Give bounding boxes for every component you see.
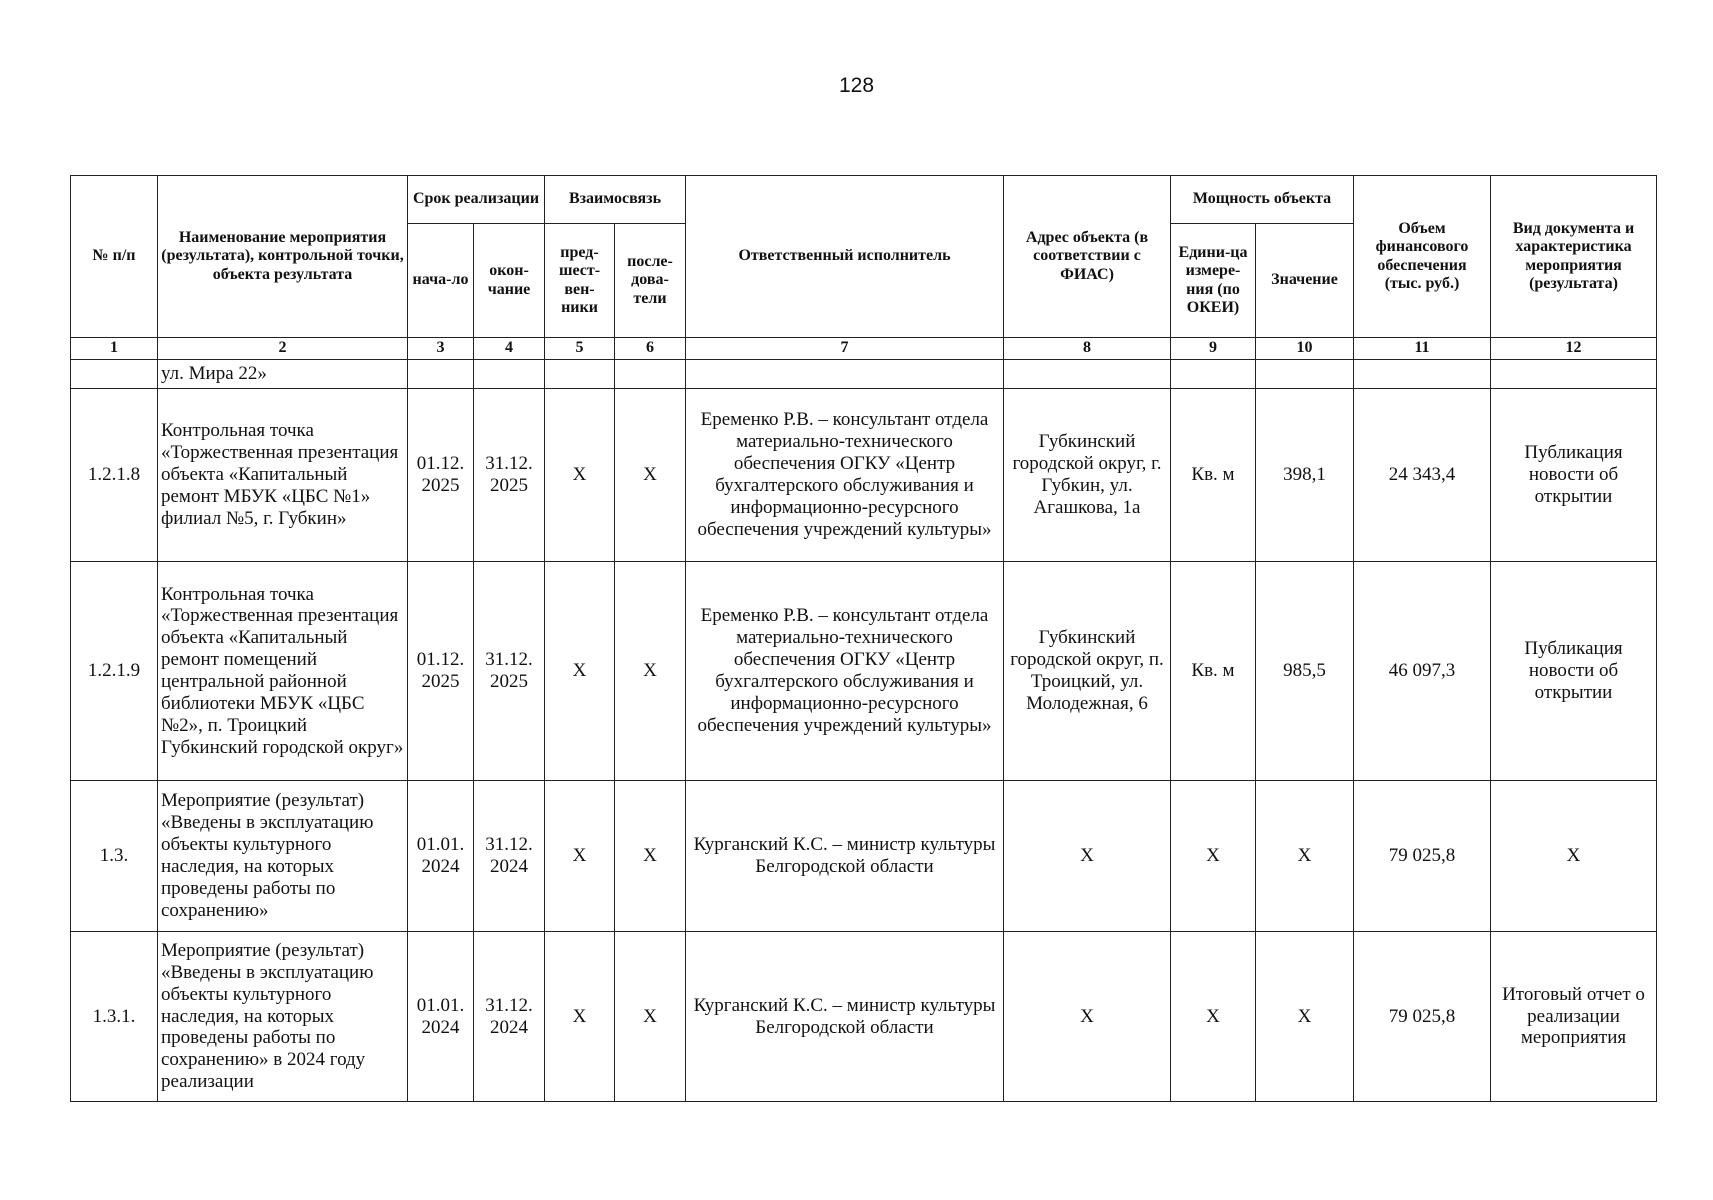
cell-end: 31.12. 2025 — [474, 562, 545, 781]
cell-pred: X — [545, 932, 615, 1102]
cell-no: 1.2.1.9 — [71, 562, 158, 781]
cell-value — [1256, 360, 1354, 389]
header-address: Адрес объекта (в соответствии с ФИАС) — [1004, 176, 1171, 338]
cell-pred: X — [545, 389, 615, 562]
cell-succ — [615, 360, 686, 389]
cell-doc: Публикация новости об открытии — [1491, 389, 1657, 562]
cell-start — [408, 360, 474, 389]
page-number: 128 — [838, 74, 875, 97]
cell-address — [1004, 360, 1171, 389]
cell-name: ул. Мира 22» — [158, 360, 408, 389]
cell-doc: Публикация новости об открытии — [1491, 562, 1657, 781]
header-responsible: Ответственный исполнитель — [686, 176, 1004, 338]
cell-unit: Кв. м — [1171, 562, 1256, 781]
column-number: 12 — [1491, 338, 1657, 360]
cell-doc: X — [1491, 781, 1657, 932]
cell-pred — [545, 360, 615, 389]
cell-responsible: Курганский К.С. – министр культуры Белгородской области — [686, 932, 1004, 1102]
cell-pred: X — [545, 781, 615, 932]
column-number: 10 — [1256, 338, 1354, 360]
column-number: 6 — [615, 338, 686, 360]
column-number: 5 — [545, 338, 615, 360]
cell-end: 31.12. 2025 — [474, 389, 545, 562]
cell-value: 985,5 — [1256, 562, 1354, 781]
cell-finance: 46 097,3 — [1354, 562, 1491, 781]
column-number: 4 — [474, 338, 545, 360]
cell-end: 31.12. 2024 — [474, 781, 545, 932]
header-name: Наименование мероприятия (результата), контрольной точки, объекта результата — [158, 176, 408, 338]
cell-start: 01.12. 2025 — [408, 389, 474, 562]
cell-unit: Кв. м — [1171, 389, 1256, 562]
cell-responsible: Курганский К.С. – министр культуры Белгородской области — [686, 781, 1004, 932]
header-value: Значение — [1256, 224, 1354, 338]
cell-succ: X — [615, 781, 686, 932]
cell-value: X — [1256, 932, 1354, 1102]
header-row-1 — [71, 176, 1657, 224]
column-number-row — [71, 338, 1657, 360]
cell-no: 1.3. — [71, 781, 158, 932]
table-row — [71, 562, 1657, 781]
header-unit: Едини-ца измере-ния (по ОКЕИ) — [1171, 224, 1256, 338]
cell-responsible: Еременко Р.В. – консультант отдела материально-технического обеспечения ОГКУ «Центр бухгалтерского обслуживания и информационно-ресурсного обеспечения учреждений культуры» — [686, 562, 1004, 781]
cell-unit: X — [1171, 781, 1256, 932]
header-link-pred: пред-шест-вен-ники — [545, 224, 615, 338]
cell-name: Контрольная точка «Торжественная презентация объекта «Капитальный ремонт помещений центральной районной библиотеки МБУК «ЦБС №2», п. Троицкий Губкинский городской округ» — [158, 562, 408, 781]
cell-value: X — [1256, 781, 1354, 932]
cell-no: 1.3.1. — [71, 932, 158, 1102]
cell-succ: X — [615, 389, 686, 562]
header-link-group: Взаимосвязь — [545, 176, 686, 224]
cell-address: X — [1004, 932, 1171, 1102]
column-number: 9 — [1171, 338, 1256, 360]
cell-succ: X — [615, 932, 686, 1102]
cell-responsible: Еременко Р.В. – консультант отдела материально-технического обеспечения ОГКУ «Центр бухгалтерского обслуживания и информационно-ресурсного обеспечения учреждений культуры» — [686, 389, 1004, 562]
header-no: № п/п — [71, 176, 158, 338]
cell-address: Губкинский городской округ, п. Троицкий, ул. Молодежная, 6 — [1004, 562, 1171, 781]
table-row — [71, 389, 1657, 562]
header-term-start: нача-ло — [408, 224, 474, 338]
header-doc-type: Вид документа и характеристика мероприятия (результата) — [1491, 176, 1657, 338]
cell-no: 1.2.1.8 — [71, 389, 158, 562]
header-link-succ: после-дова-тели — [615, 224, 686, 338]
cell-unit: X — [1171, 932, 1256, 1102]
cell-start: 01.12. 2025 — [408, 562, 474, 781]
cell-pred: X — [545, 562, 615, 781]
cell-value: 398,1 — [1256, 389, 1354, 562]
column-number: 11 — [1354, 338, 1491, 360]
header-finance: Объем финансового обеспечения (тыс. руб.) — [1354, 176, 1491, 338]
header-term-group: Срок реализации — [408, 176, 545, 224]
cell-name: Мероприятие (результат) «Введены в эксплуатацию объекты культурного наследия, на которых проведены работы по сохранению» — [158, 781, 408, 932]
cell-start: 01.01. 2024 — [408, 932, 474, 1102]
column-number: 8 — [1004, 338, 1171, 360]
cell-finance: 79 025,8 — [1354, 781, 1491, 932]
header-term-end: окон-чание — [474, 224, 545, 338]
header-capacity-group: Мощность объекта — [1171, 176, 1354, 224]
cell-end: 31.12. 2024 — [474, 932, 545, 1102]
cell-unit — [1171, 360, 1256, 389]
cell-address: X — [1004, 781, 1171, 932]
cell-succ: X — [615, 562, 686, 781]
column-number: 1 — [71, 338, 158, 360]
cell-finance: 24 343,4 — [1354, 389, 1491, 562]
table-row — [71, 781, 1657, 932]
cell-finance — [1354, 360, 1491, 389]
cell-address: Губкинский городской округ, г. Губкин, ул. Агашкова, 1а — [1004, 389, 1171, 562]
cell-end — [474, 360, 545, 389]
cell-no — [71, 360, 158, 389]
cell-finance: 79 025,8 — [1354, 932, 1491, 1102]
table-row — [71, 360, 1657, 389]
column-number: 7 — [686, 338, 1004, 360]
cell-name: Мероприятие (результат) «Введены в эксплуатацию объекты культурного наследия, на которых проведены работы по сохранению» в 2024 году реализации — [158, 932, 408, 1102]
activities-table — [70, 175, 1657, 1102]
column-number: 2 — [158, 338, 408, 360]
cell-name: Контрольная точка «Торжественная презентация объекта «Капитальный ремонт МБУК «ЦБС №1» филиал №5, г. Губкин» — [158, 389, 408, 562]
cell-doc: Итоговый отчет о реализации мероприятия — [1491, 932, 1657, 1102]
table-row — [71, 932, 1657, 1102]
cell-doc — [1491, 360, 1657, 389]
cell-responsible — [686, 360, 1004, 389]
cell-start: 01.01. 2024 — [408, 781, 474, 932]
column-number: 3 — [408, 338, 474, 360]
